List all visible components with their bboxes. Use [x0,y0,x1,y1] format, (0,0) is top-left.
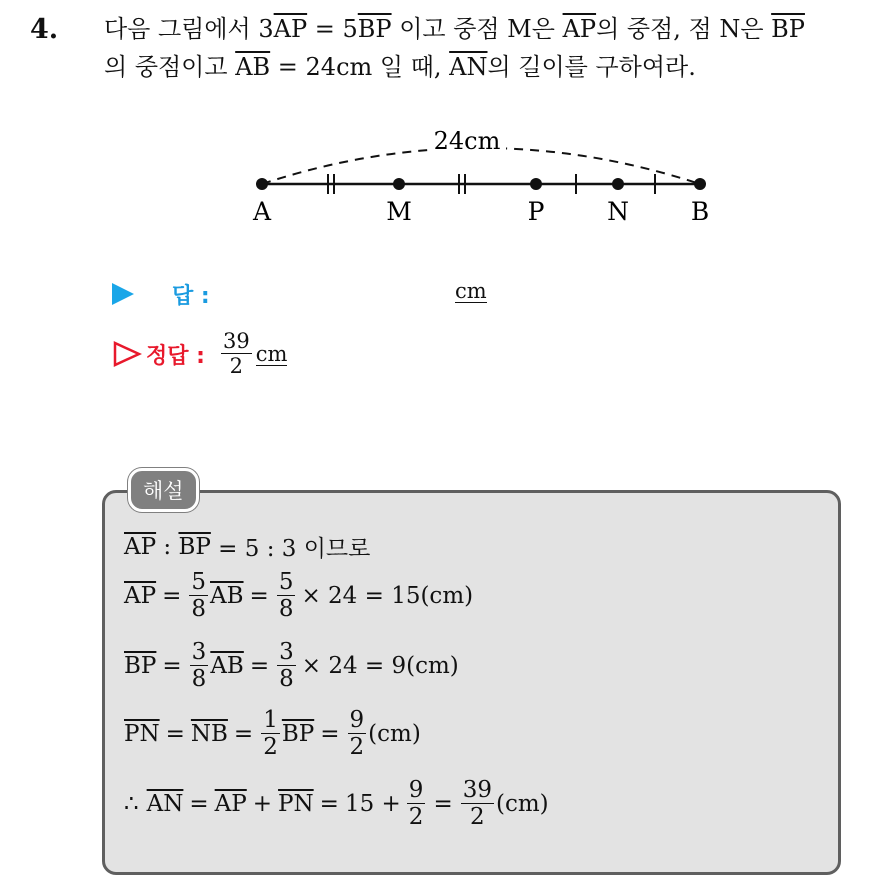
question-text: 의 길이를 구하여라. [487,53,696,81]
question-text: = 24cm 일 때, [270,53,450,81]
label-m: M [386,197,412,226]
label-p: P [527,197,545,226]
segment-name: $\overline{AP}$ [562,15,597,43]
question-text-line-1 [104,14,805,44]
label-a: A [252,197,272,226]
question-text: 이고 중점 M은 [391,15,563,43]
segment-name: $\overline{AB}$ [235,53,271,81]
play-triangle-icon [112,283,134,305]
point-a [256,178,268,190]
point-p [530,178,542,190]
explanation-tab: 해설 [128,468,199,512]
segment-figure [240,118,730,228]
label-b: B [690,197,710,226]
point-n [612,178,624,190]
label-n: N [607,197,629,226]
correct-fraction: $\frac{39}{2}$ [222,329,250,379]
segment-name: $\overline{BP}$ [357,15,392,43]
answer-label: 답 : [172,283,210,309]
explanation-line-4: $\overline{PN}$ = $\overline{NB}$ = $\frac{1}{2}$ $\overline{BP}$ = $\frac{9}{2}$ (cm) [124,707,421,761]
answer-unit[interactable]: cm [455,279,487,303]
answer-row [112,276,210,312]
segment-name: $\overline{AP}$ [273,15,308,43]
outline-triangle-icon [112,340,142,368]
correct-unit: cm [255,341,288,366]
question-text: 의 중점이고 [104,53,236,81]
explanation-line-5: ∴ $\overline{AN}$ = $\overline{AP}$ + $\overline{PN}$ = 15 + $\frac{9}{2}$ = $\frac{39}{2}$ (cm) [124,777,549,831]
question-text: = 5 [307,15,358,43]
explanation-line-3: $\overline{BP}$ = $\frac{3}{8}$ $\overline{AB}$ = $\frac{3}{8}$ × 24 = 9(cm) [124,639,459,693]
segment-name: $\overline{AN}$ [449,53,488,81]
point-m [393,178,405,190]
explanation-line-1: $\overline{AP}$ : $\overline{BP}$ = 5 : 3 이므로 [124,533,371,562]
question-text-line-2 [104,52,696,82]
question-number: 4. [30,14,59,45]
correct-answer-label: 정답 : [146,343,205,369]
explanation-line-2: $\overline{AP}$ = $\frac{5}{8}$ $\overline{AB}$ = $\frac{5}{8}$ × 24 = 15(cm) [124,569,474,623]
point-b [694,178,706,190]
length-label: 24cm [433,127,501,155]
question-text: 다음 그림에서 3 [104,15,274,43]
segment-name: $\overline{BP}$ [771,15,805,43]
question-text: 의 중점, 점 N은 [596,15,772,43]
correct-answer-row [112,330,287,378]
